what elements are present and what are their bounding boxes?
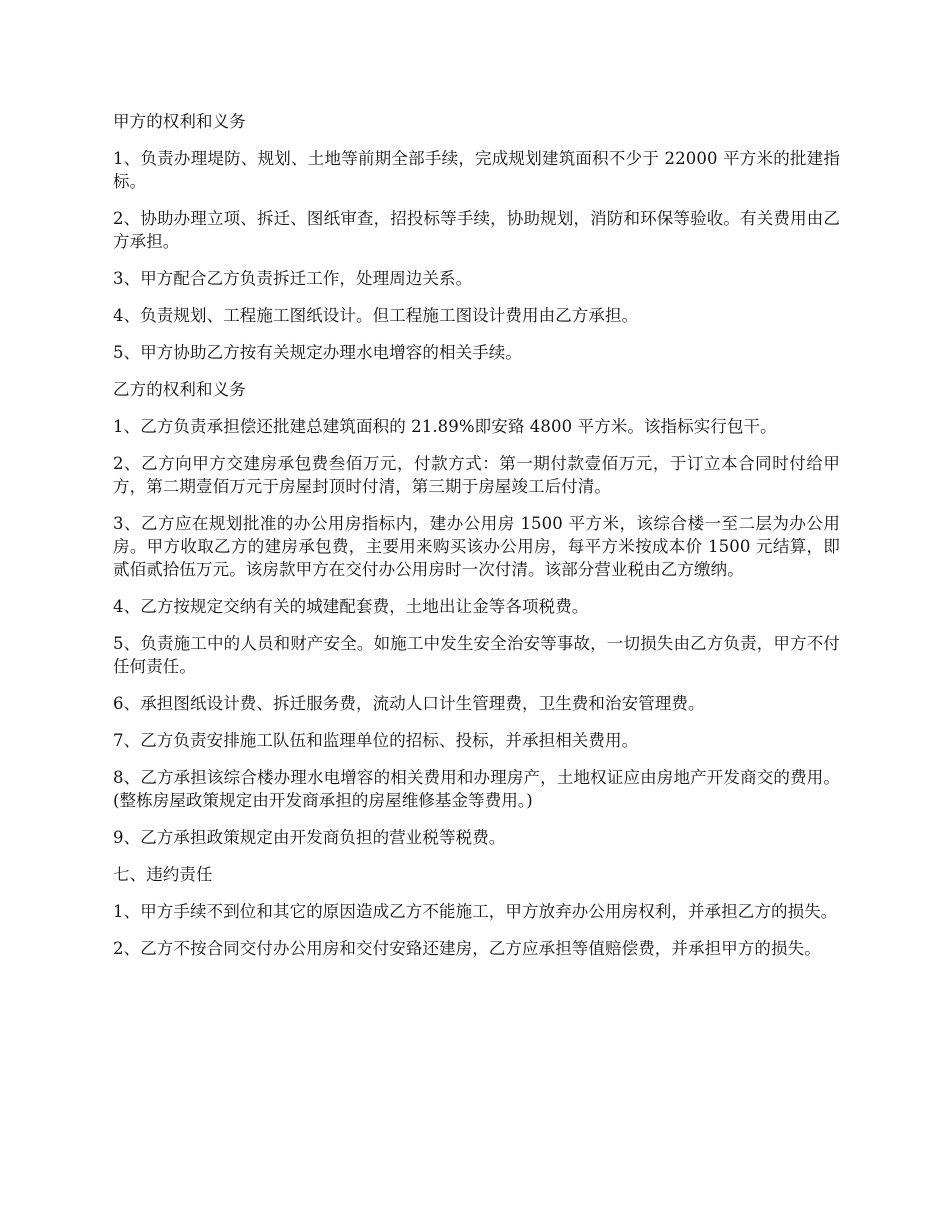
clause-b-3: 3、乙方应在规划批准的办公用房指标内，建办公用房 1500 平方米，该综合楼一至二层为办公用房。甲方收取乙方的建房承包费，主要用来购买该办公用房，每平方米按成本价 1500 元结算，即贰佰贰拾伍万元。该房款甲方在交付办公用房时一次付清。该部分营业税由乙方缴纳。 [113,514,840,579]
document-body [113,110,840,974]
clause-b-5: 5、负责施工中的人员和财产安全。如施工中发生安全治安等事故，一切损失由乙方负责，甲方不付任何责任。 [113,634,840,676]
section-heading-party-a: 甲方的权利和义务 [113,112,246,131]
section-heading-party-b: 乙方的权利和义务 [113,380,246,399]
clause-b-9: 9、乙方承担政策规定由开发商负担的营业税等税费。 [113,828,506,847]
clause-a-4: 4、负责规划、工程施工图纸设计。但工程施工图设计费用由乙方承担。 [113,306,639,325]
clause-breach-1: 1、甲方手续不到位和其它的原因造成乙方不能施工，甲方放弃办公用房权利，并承担乙方的损失。 [113,902,838,921]
clause-b-7: 7、乙方负责安排施工队伍和监理单位的招标、投标，并承担相关费用。 [113,731,639,750]
clause-a-2: 2、协助办理立项、拆迁、图纸审查，招投标等手续，协助规划，消防和环保等验收。有关费用由乙方承担。 [113,209,840,251]
clause-b-6: 6、承担图纸设计费、拆迁服务费，流动人口计生管理费，卫生费和治安管理费。 [113,694,705,713]
section-heading-breach: 七、违约责任 [113,865,213,884]
clause-b-4: 4、乙方按规定交纳有关的城建配套费，土地出让金等各项税费。 [113,597,589,616]
clause-b-8: 8、乙方承担该综合楼办理水电增容的相关费用和办理房产，土地权证应由房地产开发商交的费用。(整栋房屋政策规定由开发商承担的房屋维修基金等费用。) [113,768,840,810]
clause-a-5: 5、甲方协助乙方按有关规定办理水电增容的相关手续。 [113,343,522,362]
clause-b-1: 1、乙方负责承担偿还批建总建筑面积的 21.89%即安臵 4800 平方米。该指标实行包干。 [113,417,777,436]
clause-a-3: 3、甲方配合乙方负责拆迁工作，处理周边关系。 [113,269,473,288]
clause-a-1: 1、负责办理堤防、规划、土地等前期全部手续，完成规划建筑面积不少于 22000 平方米的批建指标。 [113,149,840,191]
clause-b-2: 2、乙方向甲方交建房承包费叁佰万元，付款方式：第一期付款壹佰万元，于订立本合同时付给甲方，第二期壹佰万元于房屋封顶时付清，第三期于房屋竣工后付清。 [113,454,840,496]
clause-breach-2: 2、乙方不按合同交付办公用房和交付安臵还建房，乙方应承担等值赔偿费，并承担甲方的损失。 [113,939,821,958]
